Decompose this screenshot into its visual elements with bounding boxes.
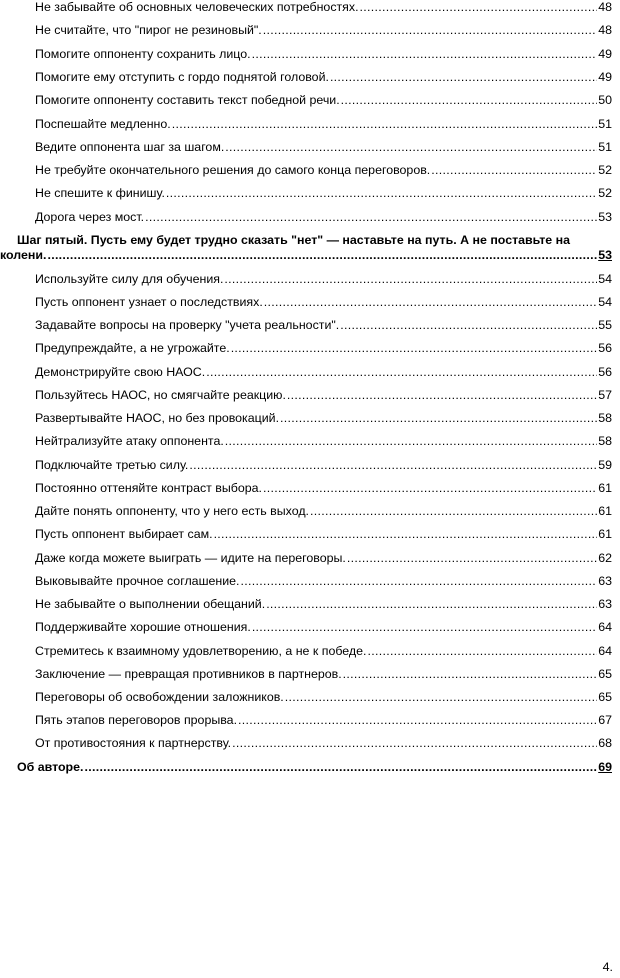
toc-entry-title: Заключение — превращая противников в партнеров.: [35, 667, 342, 681]
toc-entry[interactable]: [35, 0, 612, 15]
chapter-title-line2: колени.: [0, 248, 47, 262]
toc-entry-title: Помогите оппоненту сохранить лицо.: [35, 47, 251, 61]
toc-entry-title: Помогите оппоненту составить текст победной речи.: [35, 93, 340, 107]
toc-entry-title: Не забывайте об основных человеческих потребностях.: [35, 0, 359, 14]
dot-leader: [232, 736, 597, 751]
toc-entry[interactable]: [35, 93, 612, 108]
toc-entry-page: 51: [598, 117, 612, 131]
dot-leader: [266, 597, 597, 612]
dot-leader: [367, 644, 597, 659]
toc-entry-title: Развертывайте НАОС, но без провокаций.: [35, 411, 280, 425]
toc-entry-page: 52: [598, 163, 612, 177]
dot-leader: [189, 458, 597, 473]
toc-entry-title: Об авторе.: [17, 760, 84, 774]
dot-leader: [47, 248, 597, 263]
toc-entry-title: Пользуйтесь НАОС, но смягчайте реакцию.: [35, 388, 286, 402]
dot-leader: [231, 341, 598, 356]
toc-entry[interactable]: [35, 117, 612, 132]
toc-entry[interactable]: [35, 295, 612, 310]
toc-entry-page: 52: [598, 186, 612, 200]
toc-entry-title: Постоянно оттеняйте контраст выбора.: [35, 481, 262, 495]
toc-entry-page: 58: [598, 434, 612, 448]
toc-entry[interactable]: [35, 23, 612, 38]
toc-entry-title: Используйте силу для обучения.: [35, 272, 224, 286]
toc-entry-page: 58: [598, 411, 612, 425]
chapter-title-line2-row: [0, 248, 612, 263]
toc-entry[interactable]: [35, 620, 612, 635]
toc-entry-title: Дайте понять оппоненту, что у него есть выход.: [35, 504, 310, 518]
toc-entry-title: Демонстрируйте свою НАОС.: [35, 365, 206, 379]
toc-entry-title: Задавайте вопросы на проверку "учета реальности".: [35, 318, 340, 332]
toc-entry-page: 59: [598, 458, 612, 472]
toc-entry-page: 55: [598, 318, 612, 332]
toc-entry-title: Не считайте, что "пирог не резиновый".: [35, 23, 262, 37]
dot-leader: [214, 527, 598, 542]
toc-entry-title: От противостояния к партнерству.: [35, 736, 232, 750]
toc-entry-page: 56: [598, 341, 612, 355]
toc-entry-page: 63: [598, 574, 612, 588]
dot-leader: [225, 140, 597, 155]
toc-entry[interactable]: [35, 210, 612, 225]
dot-leader: [252, 47, 598, 62]
toc-entry[interactable]: [35, 667, 612, 682]
toc-chapter-entry[interactable]: [0, 233, 612, 263]
dot-leader: [263, 481, 597, 496]
dot-leader: [206, 365, 597, 380]
toc-entry-page: 65: [598, 690, 612, 704]
dot-leader: [166, 186, 597, 201]
toc-entry-title: Выковывайте прочное соглашение.: [35, 574, 240, 588]
toc-entry-page: 49: [598, 70, 612, 84]
toc-entry[interactable]: [35, 736, 612, 751]
toc-entry[interactable]: [35, 713, 612, 728]
dot-leader: [145, 210, 597, 225]
toc-entry[interactable]: [35, 481, 612, 496]
toc-entry[interactable]: [35, 318, 612, 333]
toc-entry-page: 68: [598, 736, 612, 750]
toc-entry-about[interactable]: [17, 760, 612, 775]
toc-entry[interactable]: [35, 47, 612, 62]
dot-leader: [341, 93, 598, 108]
dot-leader: [285, 690, 597, 705]
toc-entry-page: 64: [598, 620, 612, 634]
toc-entry-title: Поддерживайте хорошие отношения.: [35, 620, 251, 634]
dot-leader: [330, 70, 597, 85]
toc-entry-page: 67: [598, 713, 612, 727]
toc-entry-title: Даже когда можете выиграть — идите на переговоры.: [35, 551, 346, 565]
toc-entry-page: 50: [598, 93, 612, 107]
toc-entry[interactable]: [35, 690, 612, 705]
toc-entry-title: Не спешите к финишу.: [35, 186, 165, 200]
dot-leader: [84, 760, 597, 775]
toc-entry[interactable]: [35, 597, 612, 612]
toc-entry-title: Пусть оппонент узнает о последствиях.: [35, 295, 263, 309]
toc-entry-title: Стремитесь к взаимному удовлетворению, а не к победе.: [35, 644, 367, 658]
toc-entry-page: 54: [598, 272, 612, 286]
toc-entry[interactable]: [35, 388, 612, 403]
toc-entry[interactable]: [35, 163, 612, 178]
toc-entry-page: 65: [598, 667, 612, 681]
toc-entry[interactable]: [35, 140, 612, 155]
toc-entry-page: 54: [598, 295, 612, 309]
dot-leader: [172, 117, 597, 132]
toc-entry-page: 48: [598, 23, 612, 37]
toc-entry-page: 61: [598, 527, 612, 541]
toc-entry-page: 69: [598, 760, 612, 774]
toc-entry-title: Подключайте третью силу.: [35, 458, 189, 472]
toc-entry-page: 61: [598, 504, 612, 518]
toc-entry-page: 57: [598, 388, 612, 402]
toc-entry-page: 63: [598, 597, 612, 611]
dot-leader: [241, 574, 598, 589]
toc-entry-page: 51: [598, 140, 612, 154]
dot-leader: [252, 620, 597, 635]
toc-entry[interactable]: [35, 365, 612, 380]
dot-leader: [431, 163, 597, 178]
toc-entry-page: 61: [598, 481, 612, 495]
dot-leader: [340, 318, 597, 333]
toc-entry-page: 64: [598, 644, 612, 658]
toc-entry-title: Ведите оппонента шаг за шагом.: [35, 140, 225, 154]
toc-entry-title: Дорога через мост.: [35, 210, 145, 224]
dot-leader: [347, 551, 597, 566]
toc-entry-page: 56: [598, 365, 612, 379]
toc-entry-title: Предупреждайте, а не угрожайте.: [35, 341, 230, 355]
toc-entry-title: Пусть оппонент выбирает сам.: [35, 527, 213, 541]
dot-leader: [310, 504, 597, 519]
toc-entry[interactable]: [35, 341, 612, 356]
toc-entry[interactable]: [35, 411, 612, 426]
toc-entry[interactable]: [35, 272, 612, 287]
toc-entry[interactable]: [35, 434, 612, 449]
dot-leader: [225, 434, 597, 449]
toc-entry-title: Пять этапов переговоров прорыва.: [35, 713, 238, 727]
toc-entry-page: 53: [598, 248, 612, 262]
toc-entry-page: 53: [598, 210, 612, 224]
toc-entry-page: 49: [598, 47, 612, 61]
dot-leader: [280, 411, 597, 426]
toc-entry-title: Помогите ему отступить с гордо поднятой головой.: [35, 70, 329, 84]
dot-leader: [343, 667, 598, 682]
toc-entry[interactable]: [35, 186, 612, 201]
dot-leader: [360, 0, 598, 15]
dot-leader: [264, 295, 597, 310]
toc-entry-title: Переговоры об освобождении заложников.: [35, 690, 284, 704]
toc-entry[interactable]: [35, 504, 612, 519]
toc-entry-page: 48: [598, 0, 612, 14]
toc-entry[interactable]: [35, 458, 612, 473]
toc-entry-title: Поспешайте медленно.: [35, 117, 171, 131]
toc-entry-page: 62: [598, 551, 612, 565]
toc-entry-title: Нейтрализуйте атаку оппонента.: [35, 434, 224, 448]
toc-entry[interactable]: [35, 551, 612, 566]
toc-entry-title: Не требуйте окончательного решения до самого конца переговоров.: [35, 163, 431, 177]
toc-entry[interactable]: [35, 70, 612, 85]
page-number: 4.: [602, 960, 613, 974]
toc-entry[interactable]: [35, 527, 612, 542]
dot-leader: [287, 388, 597, 403]
dot-leader: [263, 23, 597, 38]
toc-entry[interactable]: [35, 644, 612, 659]
toc-entry-title: Не забывайте о выполнении обещаний.: [35, 597, 266, 611]
chapter-title-line1: Шаг пятый. Пусть ему будет трудно сказать "нет" — наставьте на путь. А не поставьте на: [17, 233, 570, 247]
toc-entry[interactable]: [35, 574, 612, 589]
dot-leader: [224, 272, 597, 287]
dot-leader: [238, 713, 597, 728]
